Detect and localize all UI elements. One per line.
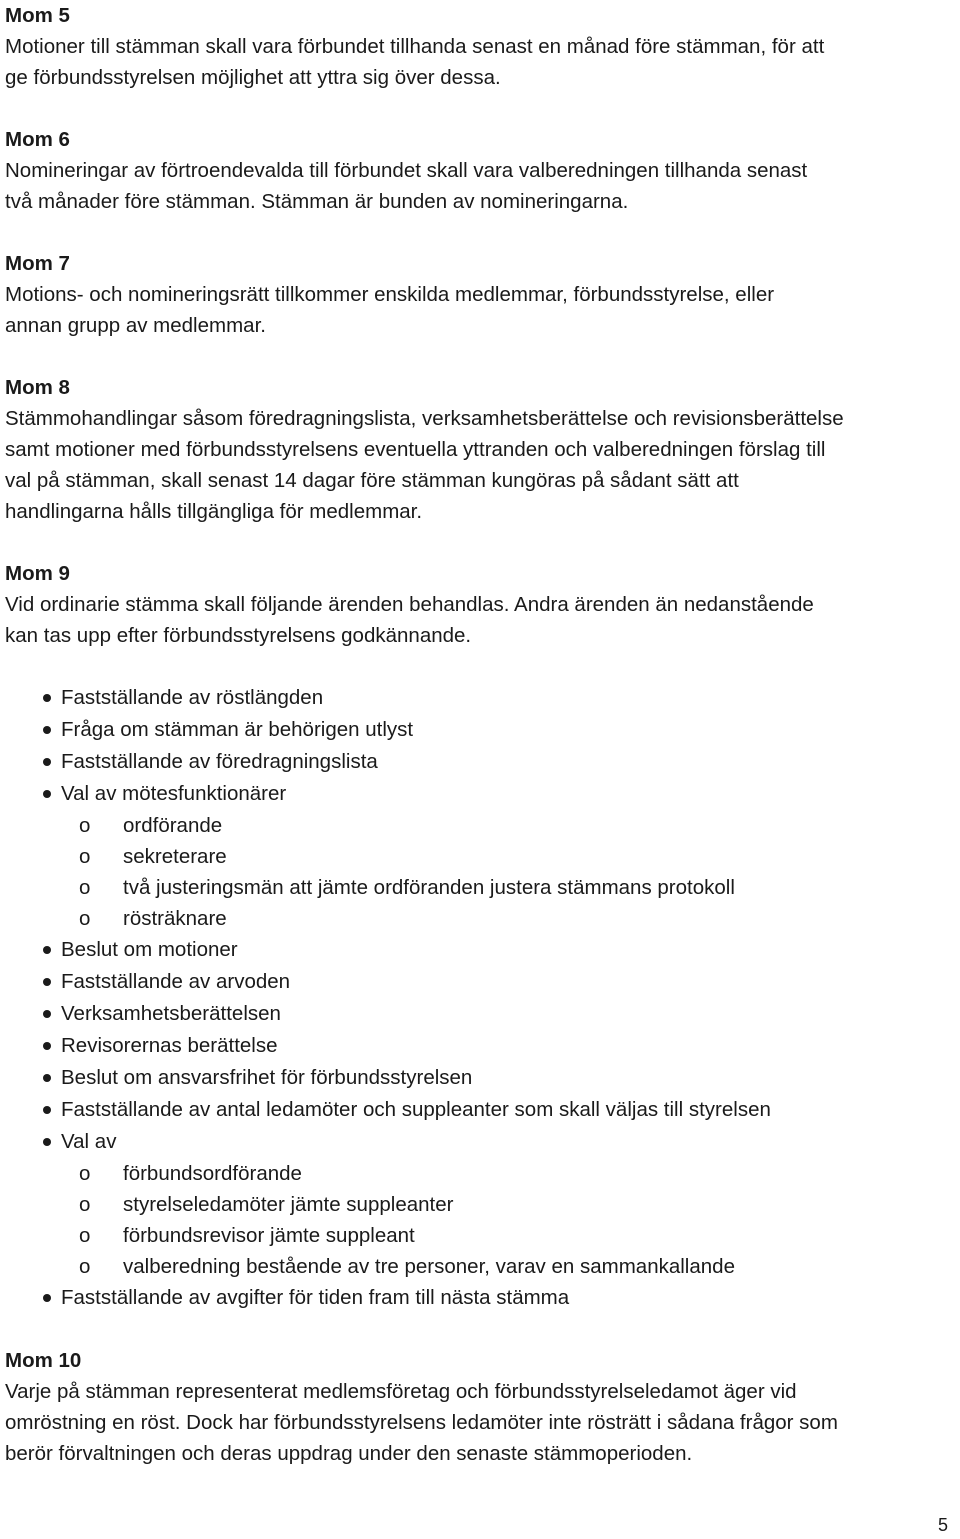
agenda-item-text: Val av [61, 1130, 117, 1153]
section-line: omröstning en röst. Dock har förbundsstyrelsens ledamöter inte rösträtt i sådana frågor som [5, 1411, 838, 1434]
agenda-subitem [5, 1251, 955, 1282]
section-heading: Mom 5 [5, 4, 70, 27]
agenda-item-text: Beslut om ansvarsfrihet för förbundsstyrelsen [61, 1066, 473, 1089]
hollow-bullet-icon: o [79, 907, 91, 930]
sections-container [5, 0, 955, 682]
section-heading: Mom 10 [5, 1349, 82, 1372]
agenda-item [5, 934, 955, 966]
section-line: kan tas upp efter förbundsstyrelsens godkännande. [5, 624, 472, 647]
hollow-bullet-icon: o [79, 814, 91, 837]
agenda-list [5, 682, 955, 1314]
bullet-icon [43, 1010, 51, 1018]
section-mom-9 [5, 558, 955, 651]
hollow-bullet-icon: o [79, 876, 91, 899]
agenda-item-text: Fastställande av antal ledamöter och suppleanter som skall väljas till styrelsen [61, 1098, 771, 1121]
agenda-item-text: Fastställande av föredragningslista [61, 750, 378, 773]
section-mom-8 [5, 372, 955, 527]
bullet-icon [43, 1042, 51, 1050]
agenda-item [5, 746, 955, 778]
agenda-item-text: Fråga om stämman är behörigen utlyst [61, 718, 414, 741]
bullet-icon [43, 726, 51, 734]
agenda-item [5, 1126, 955, 1158]
agenda-item [5, 1062, 955, 1094]
agenda-item-text: Val av mötesfunktionärer [61, 782, 287, 805]
agenda-sublist [5, 1158, 955, 1282]
agenda-sublist-wrapper [5, 810, 955, 934]
agenda-item [5, 966, 955, 998]
bullet-icon [43, 1138, 51, 1146]
agenda-item [5, 1094, 955, 1126]
hollow-bullet-icon: o [79, 1193, 91, 1216]
agenda-subitem [5, 1189, 955, 1220]
page-number: 5 [937, 1515, 948, 1535]
section-line: annan grupp av medlemmar. [5, 314, 266, 337]
section-line: två månader före stämman. Stämman är bunden av nomineringarna. [5, 190, 629, 213]
agenda-subitem-text: styrelseledamöter jämte suppleanter [123, 1193, 454, 1216]
section-line: samt motioner med förbundsstyrelsens eventuella yttranden och valberedningen förslag till [5, 438, 826, 461]
agenda-subitem [5, 1158, 955, 1189]
section-mom-5 [5, 0, 955, 93]
section-line: handlingarna hålls tillgängliga för medlemmar. [5, 500, 423, 523]
section-line: val på stämman, skall senast 14 dagar före stämman kungöras på sådant sätt att [5, 469, 739, 492]
agenda-subitem-text: sekreterare [123, 845, 227, 868]
section-mom-10 [5, 1345, 955, 1469]
agenda-item-text: Fastställande av arvoden [61, 970, 291, 993]
bullet-icon [43, 790, 51, 798]
section-line: Varje på stämman representerat medlemsföretag och förbundsstyrelseledamot äger vid [5, 1380, 797, 1403]
agenda-subitem [5, 903, 955, 934]
section-line: ge förbundsstyrelsen möjlighet att yttra sig över dessa. [5, 66, 501, 89]
agenda-subitem-text: förbundsordförande [123, 1162, 302, 1185]
bullet-icon [43, 1074, 51, 1082]
section-mom-7 [5, 248, 955, 341]
spacer [5, 217, 955, 248]
agenda-subitem-text: rösträknare [123, 907, 227, 930]
section-heading: Mom 6 [5, 128, 70, 151]
section-heading: Mom 9 [5, 562, 70, 585]
agenda-item-text: Fastställande av röstlängden [61, 686, 324, 709]
spacer [5, 651, 955, 682]
agenda-item-text: Fastställande av avgifter för tiden fram till nästa stämma [61, 1286, 570, 1309]
agenda-item [5, 1030, 955, 1062]
agenda-subitem [5, 810, 955, 841]
hollow-bullet-icon: o [79, 1224, 91, 1247]
agenda-item-text: Verksamhetsberättelsen [61, 1002, 281, 1025]
bullet-icon [43, 978, 51, 986]
section-heading: Mom 8 [5, 376, 70, 399]
section-heading: Mom 7 [5, 252, 70, 275]
document-page [5, 0, 955, 1469]
agenda-item-text: Revisorernas berättelse [61, 1034, 278, 1057]
section-line: Stämmohandlingar såsom föredragningslista, verksamhetsberättelse och revisionsberättelse [5, 407, 844, 430]
bullet-icon [43, 946, 51, 954]
agenda-subitem [5, 872, 955, 903]
spacer [5, 527, 955, 558]
hollow-bullet-icon: o [79, 1162, 91, 1185]
agenda-subitem-text: valberedning bestående av tre personer, varav en sammankallande [123, 1255, 735, 1278]
bullet-icon [43, 758, 51, 766]
agenda-item-text: Beslut om motioner [61, 938, 238, 961]
agenda-subitem-text: förbundsrevisor jämte suppleant [123, 1224, 415, 1247]
section-line: Motioner till stämman skall vara förbundet tillhanda senast en månad före stämman, för att [5, 35, 825, 58]
section-line: Motions- och nomineringsrätt tillkommer enskilda medlemmar, förbundsstyrelse, eller [5, 283, 775, 306]
agenda-item [5, 1282, 955, 1314]
section-line: Vid ordinarie stämma skall följande ärenden behandlas. Andra ärenden än nedanstående [5, 593, 814, 616]
bullet-icon [43, 1106, 51, 1114]
agenda-item [5, 682, 955, 714]
agenda-item [5, 998, 955, 1030]
hollow-bullet-icon: o [79, 1255, 91, 1278]
agenda-subitem [5, 1220, 955, 1251]
bullet-icon [43, 694, 51, 702]
spacer [5, 1314, 955, 1345]
agenda-item [5, 714, 955, 746]
agenda-subitem [5, 841, 955, 872]
hollow-bullet-icon: o [79, 845, 91, 868]
bullet-icon [43, 1294, 51, 1302]
section-line: berör förvaltningen och deras uppdrag under den senaste stämmoperioden. [5, 1442, 693, 1465]
agenda-sublist-wrapper [5, 1158, 955, 1282]
agenda-item [5, 778, 955, 810]
section-line: Nomineringar av förtroendevalda till förbundet skall vara valberedningen tillhanda senast [5, 159, 808, 182]
agenda-sublist [5, 810, 955, 934]
agenda-subitem-text: ordförande [123, 814, 223, 837]
section-mom-6 [5, 124, 955, 217]
agenda-subitem-text: två justeringsmän att jämte ordföranden justera stämmans protokoll [123, 876, 735, 899]
spacer [5, 93, 955, 124]
spacer [5, 341, 955, 372]
